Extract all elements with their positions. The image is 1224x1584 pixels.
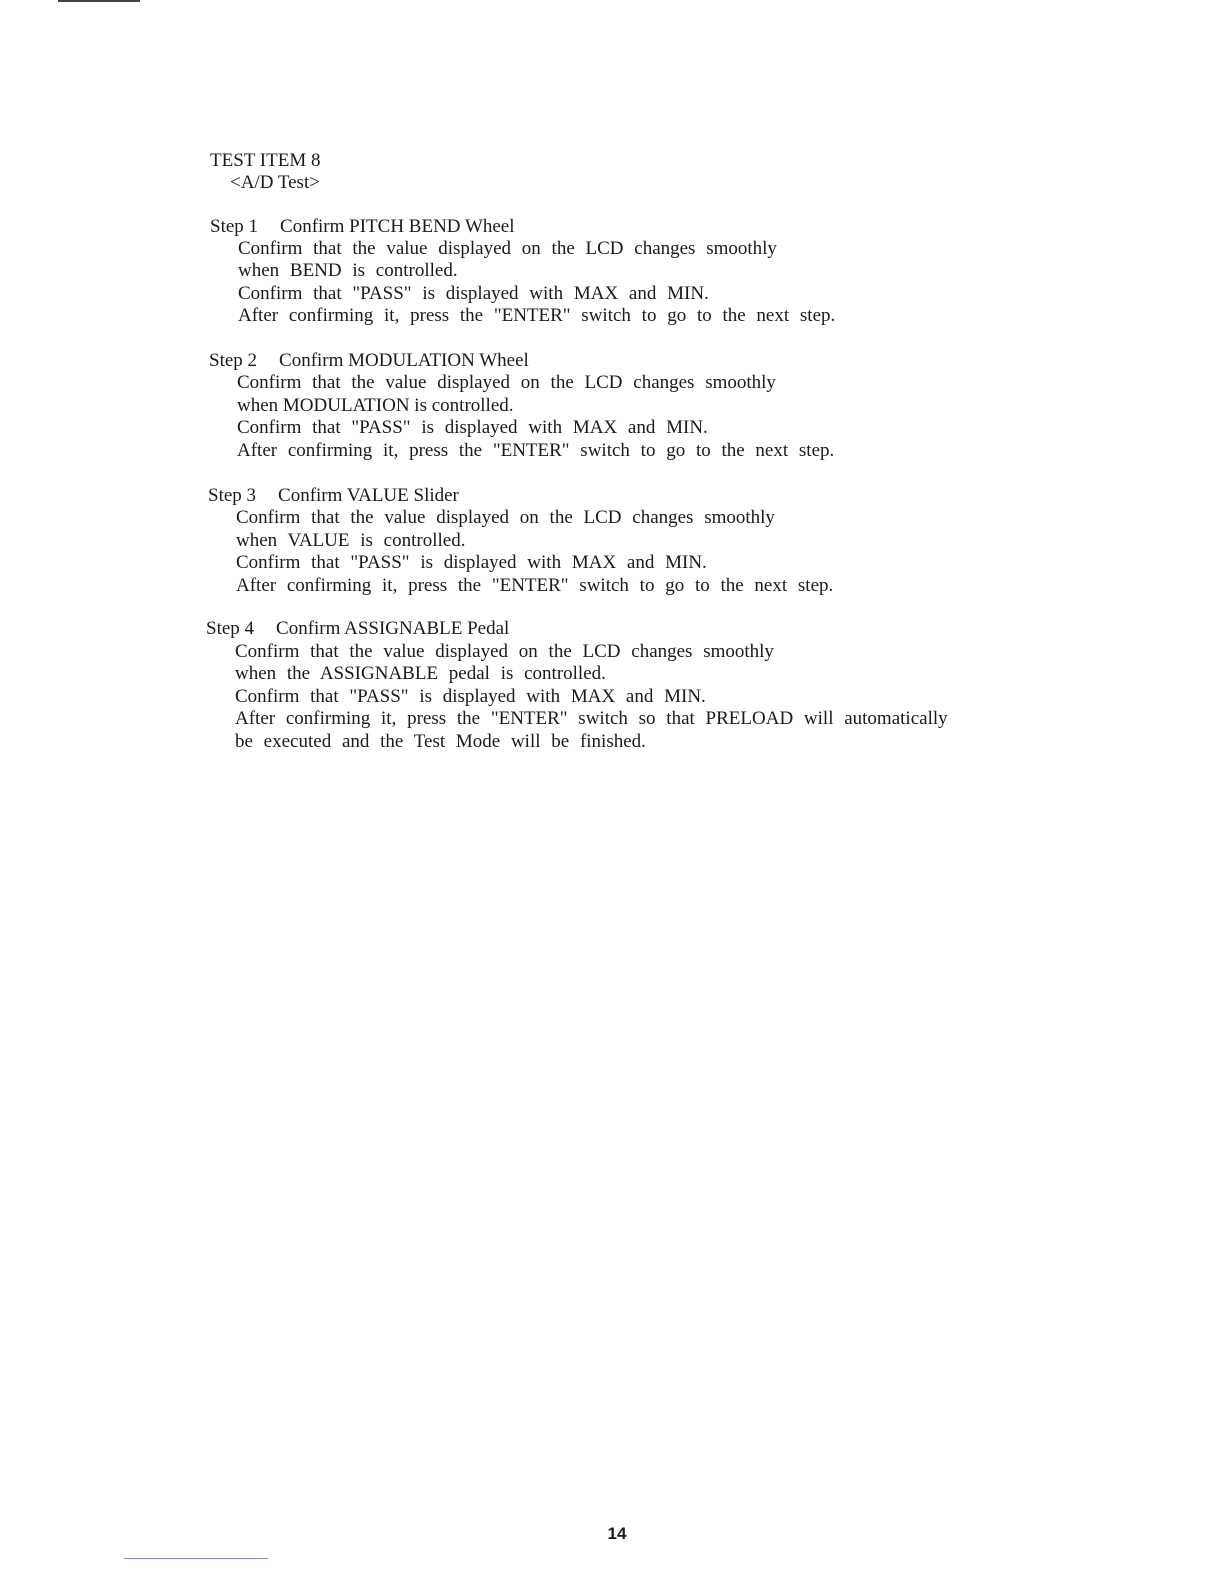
step-3-line-2: when VALUE is controlled. bbox=[236, 530, 466, 551]
step-4-heading bbox=[206, 618, 509, 640]
step-3-title: Confirm VALUE Slider bbox=[278, 485, 459, 506]
step-4-line-3: Confirm that "PASS" is displayed with MAX and MIN. bbox=[235, 686, 706, 707]
test-item-subtitle: <A/D Test> bbox=[230, 172, 320, 193]
test-item-title: TEST ITEM 8 bbox=[210, 150, 321, 171]
step-3-line-1: Confirm that the value displayed on the LCD changes smoothly bbox=[236, 507, 775, 528]
step-2-heading bbox=[209, 350, 529, 372]
step-2-title: Confirm MODULATION Wheel bbox=[279, 350, 529, 371]
step-1-heading bbox=[210, 216, 515, 238]
step-1-title: Confirm PITCH BEND Wheel bbox=[280, 216, 515, 237]
step-1-line-2: when BEND is controlled. bbox=[238, 260, 458, 281]
step-2-line-2: when MODULATION is controlled. bbox=[237, 395, 514, 416]
step-4-line-2: when the ASSIGNABLE pedal is controlled. bbox=[235, 663, 606, 684]
step-4-title: Confirm ASSIGNABLE Pedal bbox=[276, 618, 510, 639]
step-3-line-3: Confirm that "PASS" is displayed with MAX and MIN. bbox=[236, 552, 707, 573]
page-number: 14 bbox=[607, 1524, 627, 1543]
step-4-line-5: be executed and the Test Mode will be finished. bbox=[235, 731, 646, 752]
step-4-label: Step 4 bbox=[206, 618, 255, 639]
step-1-label: Step 1 bbox=[210, 216, 259, 237]
bottom-edge-mark bbox=[124, 1558, 268, 1559]
step-2-label: Step 2 bbox=[209, 350, 258, 371]
step-4-line-1: Confirm that the value displayed on the LCD changes smoothly bbox=[235, 641, 774, 662]
step-2-line-1: Confirm that the value displayed on the LCD changes smoothly bbox=[237, 372, 776, 393]
step-2-line-3: Confirm that "PASS" is displayed with MAX and MIN. bbox=[237, 417, 708, 438]
step-1-line-3: Confirm that "PASS" is displayed with MAX and MIN. bbox=[238, 283, 709, 304]
step-3-heading bbox=[208, 485, 459, 507]
step-3-label: Step 3 bbox=[208, 485, 257, 506]
step-3-line-4: After confirming it, press the "ENTER" switch to go to the next step. bbox=[236, 575, 834, 596]
step-1-line-4: After confirming it, press the "ENTER" switch to go to the next step. bbox=[238, 305, 836, 326]
step-4-line-4: After confirming it, press the "ENTER" switch so that PRELOAD will automatically bbox=[235, 708, 948, 729]
step-2-line-4: After confirming it, press the "ENTER" switch to go to the next step. bbox=[237, 440, 835, 461]
step-1-line-1: Confirm that the value displayed on the LCD changes smoothly bbox=[238, 238, 777, 259]
